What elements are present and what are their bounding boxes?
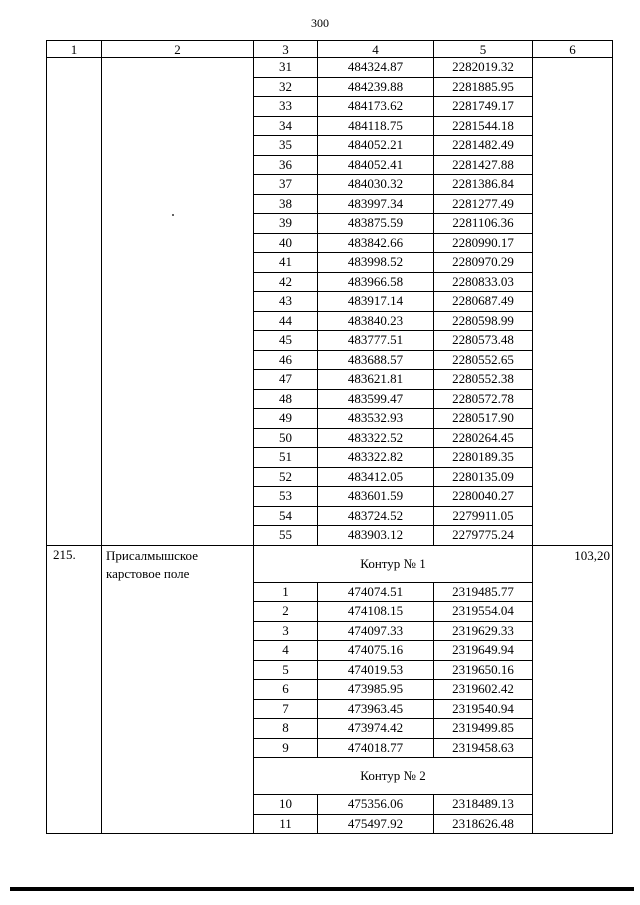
coordinate-x: 483777.51 (318, 331, 434, 351)
coordinate-y: 2281482.49 (434, 136, 533, 156)
entry-name: Присалмышское карстовое поле (102, 545, 254, 834)
point-number: 9 (254, 738, 318, 758)
coordinate-y: 2319485.77 (434, 582, 533, 602)
point-number: 39 (254, 214, 318, 234)
contour-1-label: Контур № 1 (254, 545, 533, 582)
coordinate-y: 2279775.24 (434, 526, 533, 546)
bottom-rule (10, 887, 634, 891)
area-cell (533, 58, 613, 546)
coordinate-x: 483842.66 (318, 233, 434, 253)
point-number: 42 (254, 272, 318, 292)
header-col-4: 4 (318, 41, 434, 58)
point-number: 52 (254, 467, 318, 487)
point-number: 3 (254, 621, 318, 641)
coordinate-y: 2280264.45 (434, 428, 533, 448)
coordinate-x: 483601.59 (318, 487, 434, 507)
point-number: 11 (254, 814, 318, 834)
point-number: 45 (254, 331, 318, 351)
stray-mark (172, 214, 174, 216)
point-number: 41 (254, 253, 318, 273)
coordinate-y: 2280572.78 (434, 389, 533, 409)
coordinates-table (46, 40, 613, 834)
coordinate-y: 2280517.90 (434, 409, 533, 429)
coordinate-y: 2280970.29 (434, 253, 533, 273)
point-number: 4 (254, 641, 318, 661)
coordinate-x: 484052.21 (318, 136, 434, 156)
contour-header-row (47, 545, 613, 582)
page-number: 300 (311, 16, 329, 30)
point-number: 2 (254, 602, 318, 622)
coordinate-x: 473974.42 (318, 719, 434, 739)
coordinate-x: 483322.52 (318, 428, 434, 448)
contour-2-label: Контур № 2 (254, 758, 533, 795)
coordinate-y: 2281277.49 (434, 194, 533, 214)
coordinate-x: 483966.58 (318, 272, 434, 292)
coordinate-y: 2281749.17 (434, 97, 533, 117)
point-number: 8 (254, 719, 318, 739)
coordinate-y: 2280552.65 (434, 350, 533, 370)
coordinate-x: 474019.53 (318, 660, 434, 680)
point-number: 50 (254, 428, 318, 448)
coordinate-y: 2319499.85 (434, 719, 533, 739)
coordinate-y: 2280189.35 (434, 448, 533, 468)
coordinate-y: 2280573.48 (434, 331, 533, 351)
point-number: 47 (254, 370, 318, 390)
point-number: 35 (254, 136, 318, 156)
coordinate-y: 2318489.13 (434, 795, 533, 815)
coordinates-table-body (47, 41, 613, 834)
point-number: 10 (254, 795, 318, 815)
point-number: 55 (254, 526, 318, 546)
point-number: 31 (254, 58, 318, 78)
point-number: 38 (254, 194, 318, 214)
point-number: 49 (254, 409, 318, 429)
point-number: 48 (254, 389, 318, 409)
coordinate-y: 2318626.48 (434, 814, 533, 834)
coordinate-y: 2319458.63 (434, 738, 533, 758)
coordinate-x: 474018.77 (318, 738, 434, 758)
coordinate-y: 2319650.16 (434, 660, 533, 680)
header-col-5: 5 (434, 41, 533, 58)
coordinate-x: 483840.23 (318, 311, 434, 331)
point-number: 7 (254, 699, 318, 719)
coordinate-x: 484173.62 (318, 97, 434, 117)
coordinate-x: 475497.92 (318, 814, 434, 834)
coordinate-x: 473985.95 (318, 680, 434, 700)
coordinate-x: 483599.47 (318, 389, 434, 409)
coordinate-x: 484239.88 (318, 77, 434, 97)
coordinate-y: 2319602.42 (434, 680, 533, 700)
point-number: 43 (254, 292, 318, 312)
point-number: 40 (254, 233, 318, 253)
header-col-2: 2 (102, 41, 254, 58)
point-number: 53 (254, 487, 318, 507)
coordinate-x: 473963.45 (318, 699, 434, 719)
point-number: 44 (254, 311, 318, 331)
point-number: 46 (254, 350, 318, 370)
coordinate-x: 483724.52 (318, 506, 434, 526)
point-number: 1 (254, 582, 318, 602)
point-number: 5 (254, 660, 318, 680)
coordinate-x: 483621.81 (318, 370, 434, 390)
coordinate-y: 2279911.05 (434, 506, 533, 526)
coordinate-x: 483875.59 (318, 214, 434, 234)
coordinate-x: 475356.06 (318, 795, 434, 815)
entry-area: 103,20 (533, 545, 613, 834)
coordinate-y: 2281386.84 (434, 175, 533, 195)
coordinate-x: 474074.51 (318, 582, 434, 602)
coordinate-y: 2280687.49 (434, 292, 533, 312)
coordinate-x: 483917.14 (318, 292, 434, 312)
entry-number: 215. (47, 545, 102, 834)
coordinate-y: 2280135.09 (434, 467, 533, 487)
coordinate-x: 474108.15 (318, 602, 434, 622)
coordinate-x: 484324.87 (318, 58, 434, 78)
coordinate-y: 2280040.27 (434, 487, 533, 507)
coordinate-y: 2281106.36 (434, 214, 533, 234)
coordinate-x: 483322.82 (318, 448, 434, 468)
coordinate-x: 484118.75 (318, 116, 434, 136)
coordinate-x: 483688.57 (318, 350, 434, 370)
coordinate-y: 2280598.99 (434, 311, 533, 331)
point-number: 54 (254, 506, 318, 526)
point-number: 33 (254, 97, 318, 117)
point-number: 36 (254, 155, 318, 175)
coordinate-y: 2280990.17 (434, 233, 533, 253)
point-number: 51 (254, 448, 318, 468)
point-number: 6 (254, 680, 318, 700)
point-number: 34 (254, 116, 318, 136)
header-row (47, 41, 613, 58)
coordinate-y: 2281544.18 (434, 116, 533, 136)
coordinate-x: 484052.41 (318, 155, 434, 175)
header-col-6: 6 (533, 41, 613, 58)
header-col-3: 3 (254, 41, 318, 58)
point-number: 32 (254, 77, 318, 97)
coordinate-y: 2319540.94 (434, 699, 533, 719)
header-col-1: 1 (47, 41, 102, 58)
table-row (47, 58, 613, 78)
coordinate-x: 483903.12 (318, 526, 434, 546)
coordinate-x: 483412.05 (318, 467, 434, 487)
coordinate-x: 474097.33 (318, 621, 434, 641)
point-number: 37 (254, 175, 318, 195)
coordinate-y: 2319649.94 (434, 641, 533, 661)
coordinate-x: 483997.34 (318, 194, 434, 214)
coordinate-y: 2281885.95 (434, 77, 533, 97)
entry-number-cell (47, 58, 102, 546)
coordinate-x: 484030.32 (318, 175, 434, 195)
entry-name-cell (102, 58, 254, 546)
coordinate-y: 2319554.04 (434, 602, 533, 622)
coordinate-y: 2281427.88 (434, 155, 533, 175)
coordinate-y: 2282019.32 (434, 58, 533, 78)
coordinate-y: 2280552.38 (434, 370, 533, 390)
coordinate-y: 2319629.33 (434, 621, 533, 641)
coordinate-x: 483532.93 (318, 409, 434, 429)
coordinate-x: 483998.52 (318, 253, 434, 273)
coordinate-x: 474075.16 (318, 641, 434, 661)
coordinate-y: 2280833.03 (434, 272, 533, 292)
